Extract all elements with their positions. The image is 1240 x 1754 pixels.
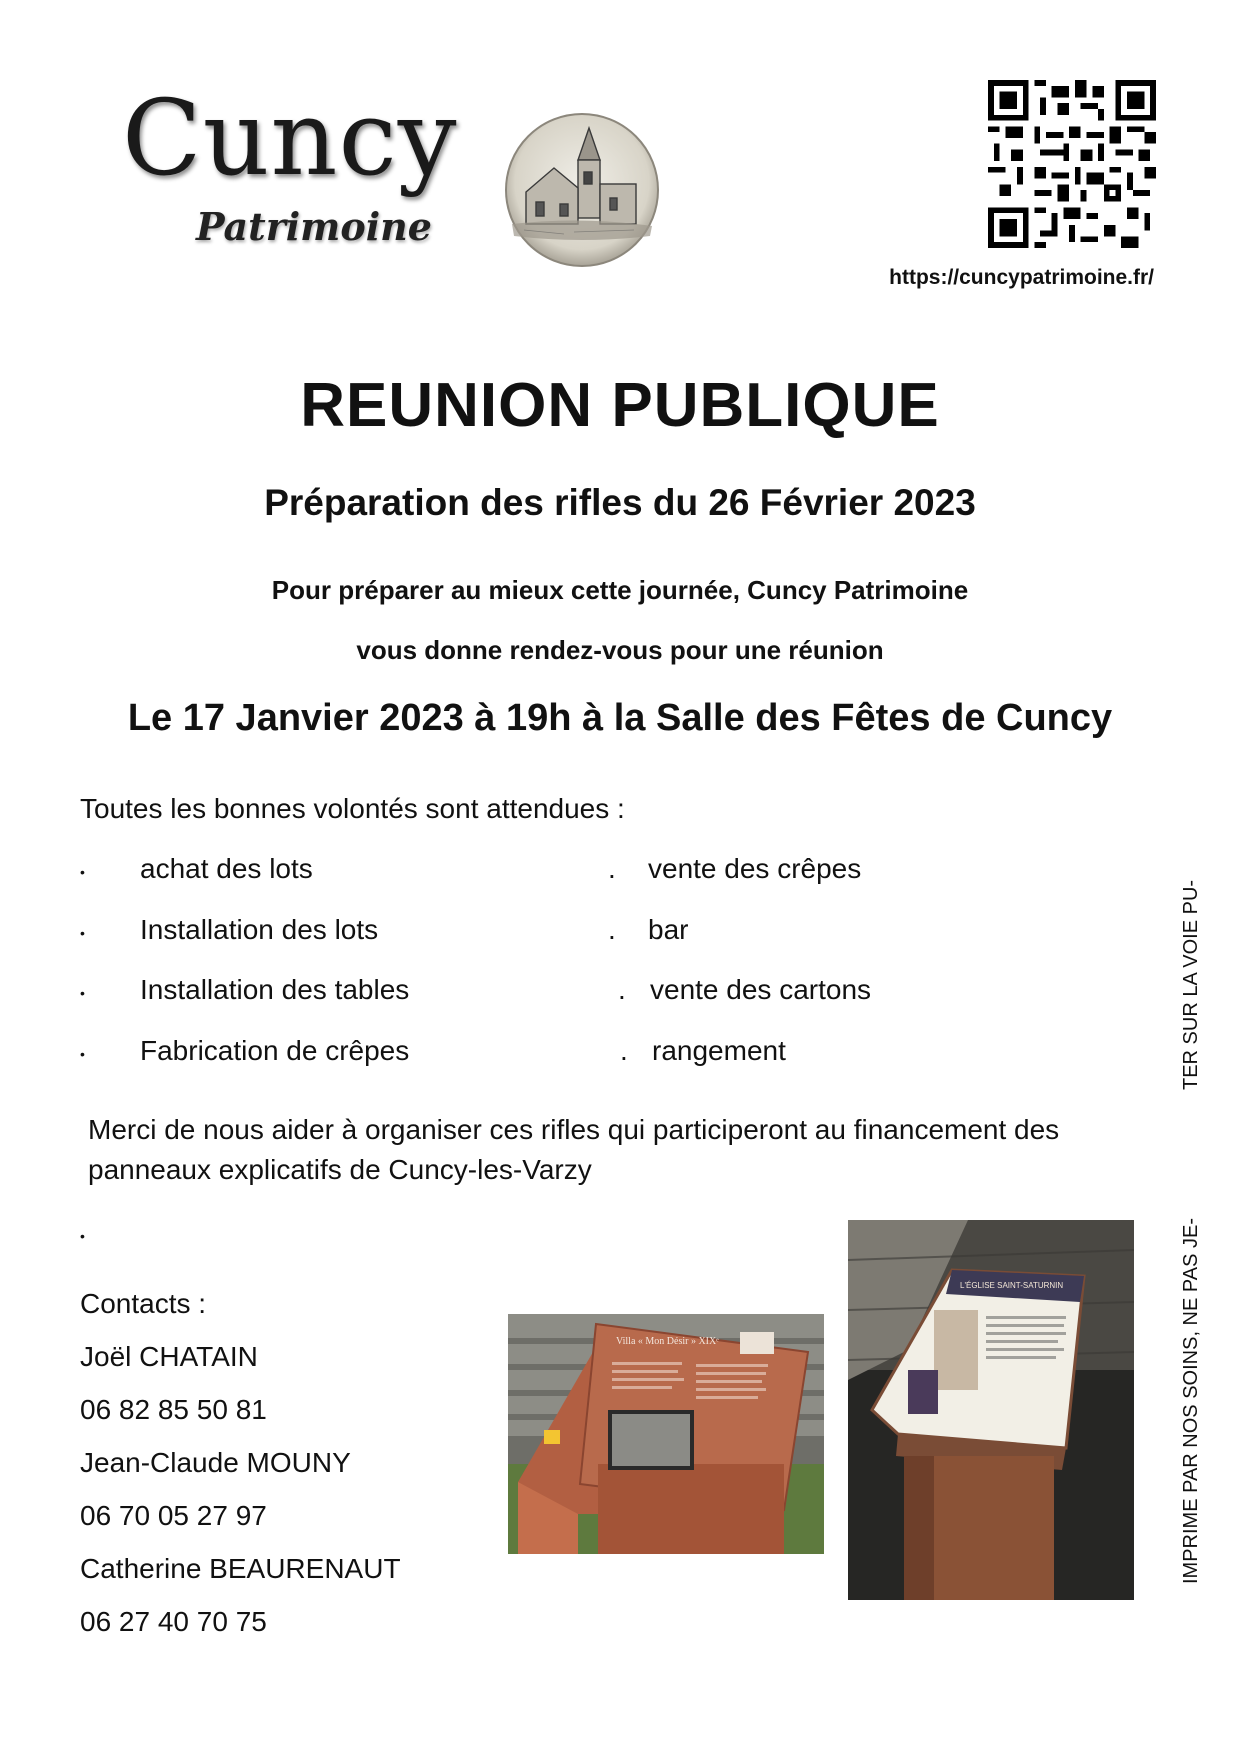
info-panel-photo-1 — [508, 1314, 824, 1554]
dot-marker: . — [618, 974, 626, 1005]
event-subtitle: Préparation des rifles du 26 Février 2023 — [264, 482, 976, 523]
vertical-print-note-part2: TER SUR LA VOIE PU- — [1180, 879, 1202, 1090]
bullet-icon: • — [80, 1228, 85, 1244]
task-left-item: Installation des tables — [140, 974, 410, 1005]
website-url[interactable]: https://cuncypatrimoine.fr/ — [889, 266, 1154, 289]
contact-name: Catherine BEAURENAUT — [80, 1553, 401, 1584]
volunteers-intro: Toutes les bonnes volontés sont attendues : — [80, 793, 625, 824]
bullet-icon: • — [80, 985, 85, 1001]
bullet-icon: • — [80, 1046, 85, 1062]
task-right-item: vente des cartons — [650, 974, 872, 1005]
qr-code-image — [988, 80, 1156, 248]
task-left-item: Installation des lots — [140, 914, 379, 945]
task-right-item: rangement — [652, 1035, 786, 1066]
contact-phone[interactable]: 06 82 85 50 81 — [80, 1394, 267, 1425]
thanks-paragraph: Merci de nous aider à organiser ces rifles qui participeront au financement des panneaux explicatifs de Cuncy-les-Varzy — [88, 1114, 1060, 1185]
logo-subtitle: Patrimoine — [196, 204, 432, 249]
contact-name: Jean-Claude MOUNY — [80, 1447, 351, 1478]
contact-phone[interactable]: 06 27 40 70 75 — [80, 1606, 267, 1637]
info-panel-photo-2 — [848, 1220, 1134, 1600]
dot-marker: . — [608, 853, 616, 884]
contacts-heading: Contacts : — [80, 1288, 207, 1319]
task-right-item: vente des crêpes — [648, 853, 862, 884]
task-left-item: Fabrication de crêpes — [140, 1035, 410, 1066]
task-right-item: bar — [648, 914, 689, 945]
dot-marker: . — [608, 914, 616, 945]
bullet-icon: • — [80, 925, 85, 941]
page-title: REUNION PUBLIQUE — [300, 371, 940, 440]
contact-name: Joël CHATAIN — [80, 1341, 258, 1372]
bullet-icon: • — [80, 864, 85, 880]
contact-phone[interactable]: 06 70 05 27 97 — [80, 1500, 267, 1531]
church-medallion-image — [504, 112, 660, 268]
vertical-print-note-part1: IMPRIME PAR NOS SOINS, NE PAS JE- — [1180, 1218, 1202, 1584]
photo1-sign-title: Villa « Mon Désir » XIXᵉ — [616, 1336, 719, 1347]
intro-line-1: Pour préparer au mieux cette journée, Cuncy Patrimoine — [271, 575, 969, 605]
meeting-date-line: Le 17 Janvier 2023 à 19h à la Salle des Fêtes de Cuncy — [127, 697, 1113, 739]
intro-line-2: vous donne rendez-vous pour une réunion — [356, 635, 884, 665]
photo2-sign-title: L'ÉGLISE SAINT-SATURNIN — [960, 1281, 1064, 1290]
dot-marker: . — [620, 1035, 628, 1066]
logo-wordmark: Cuncy — [122, 77, 458, 199]
task-left-item: achat des lots — [140, 853, 313, 884]
